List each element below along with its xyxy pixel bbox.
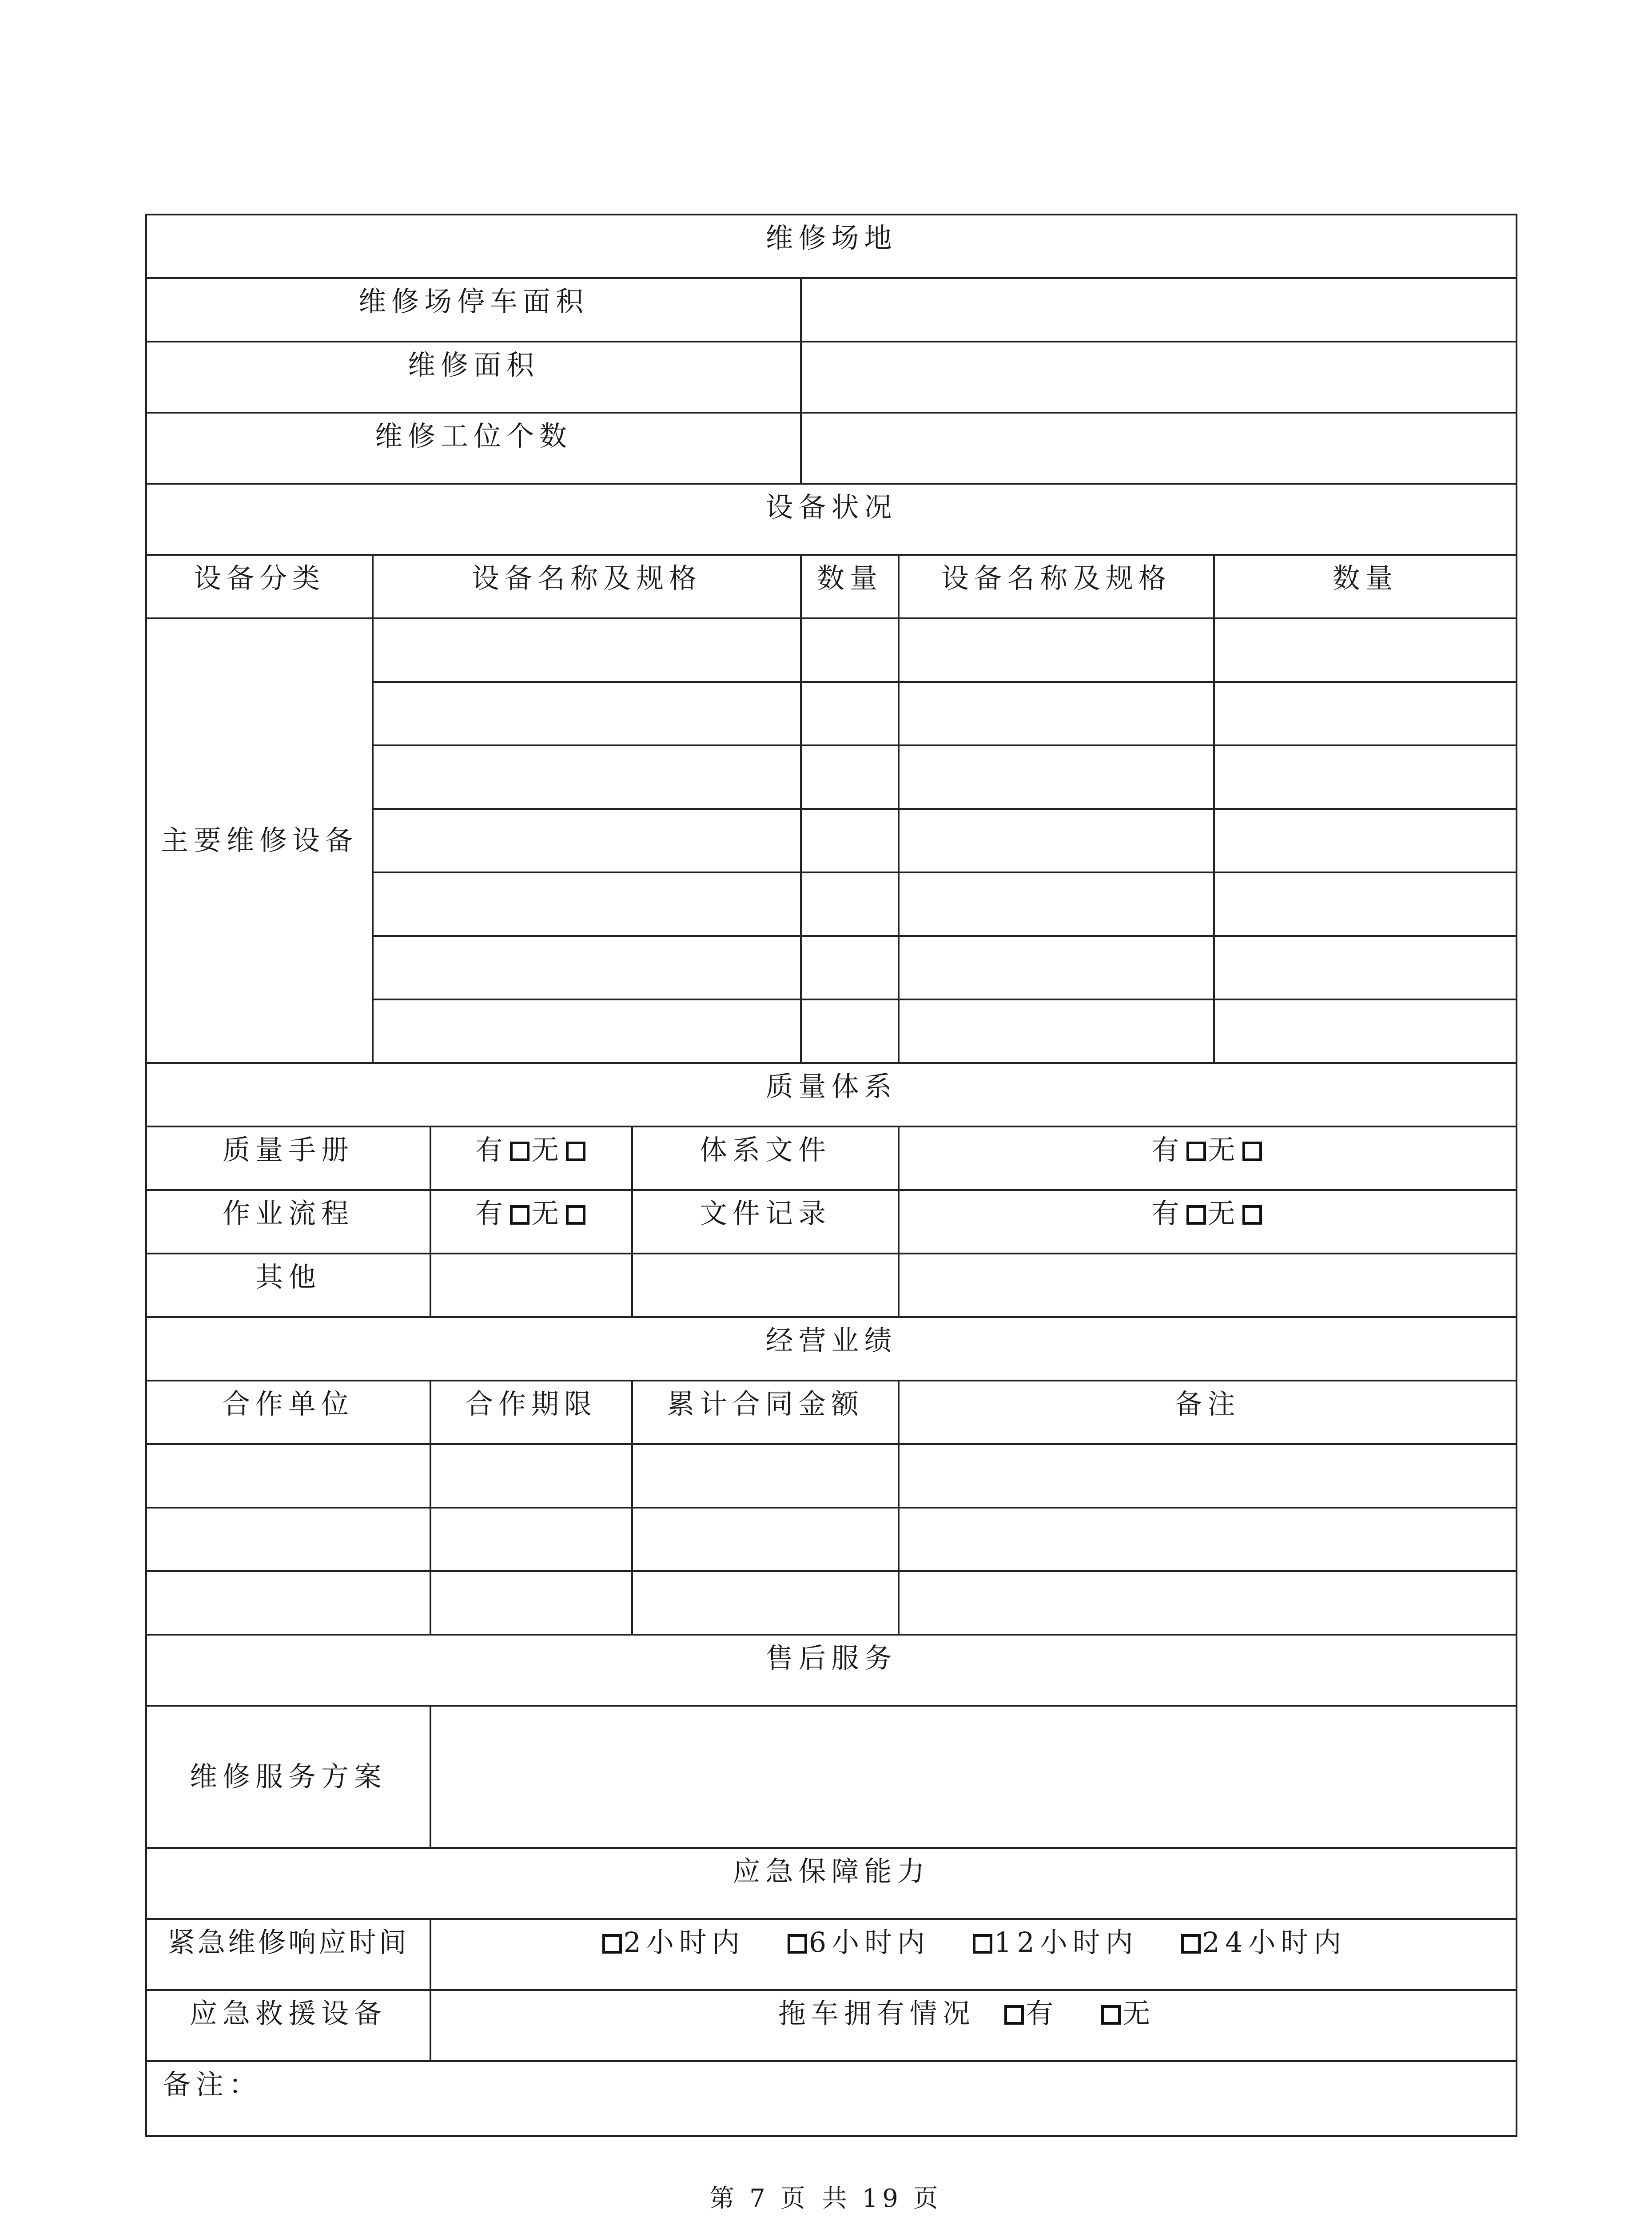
station-count-value[interactable]: [801, 413, 1517, 484]
checkbox[interactable]: [973, 1934, 992, 1954]
checkbox[interactable]: [788, 1934, 807, 1954]
page-total: 19: [862, 2184, 903, 2213]
checkbox[interactable]: [1004, 2005, 1024, 2025]
page-footer: [0, 2179, 1652, 2214]
equipment-name-cell[interactable]: [899, 809, 1214, 872]
col-header-qty-2: 数量: [1214, 555, 1517, 618]
yes-label: 有: [1151, 1134, 1185, 1166]
quality-manual-label: 质量手册: [146, 1126, 430, 1190]
remark-cell[interactable]: [899, 1444, 1517, 1508]
equipment-name-cell[interactable]: [373, 682, 801, 745]
equipment-qty-cell[interactable]: [801, 872, 899, 936]
emergency-section-header: 应急保障能力: [146, 1848, 1517, 1919]
yes-checkbox[interactable]: [510, 1142, 529, 1161]
no-checkbox[interactable]: [1242, 1205, 1262, 1225]
period-cell[interactable]: [430, 1571, 632, 1635]
service-plan-value[interactable]: [430, 1706, 1517, 1848]
no-checkbox[interactable]: [1242, 1142, 1262, 1161]
equipment-name-cell[interactable]: [899, 999, 1214, 1063]
equipment-qty-cell[interactable]: [801, 682, 899, 745]
equipment-qty-cell[interactable]: [801, 809, 899, 872]
col-header-period: 合作期限: [430, 1381, 632, 1444]
equipment-qty-cell[interactable]: [801, 745, 899, 809]
yes-label: 有: [475, 1134, 508, 1166]
service-plan-label: 维修服务方案: [146, 1706, 430, 1848]
equipment-name-cell[interactable]: [373, 936, 801, 999]
tow-no-option[interactable]: [1099, 1997, 1155, 2030]
page-mid: 页 共: [780, 2184, 852, 2213]
equipment-name-cell[interactable]: [899, 872, 1214, 936]
no-label: 无: [531, 1134, 565, 1166]
quality-section-header: 质量体系: [146, 1063, 1517, 1126]
equipment-name-cell[interactable]: [373, 745, 801, 809]
workflow-options: [430, 1190, 632, 1254]
option-label: 无: [1123, 1997, 1156, 2030]
system-docs-options: [899, 1126, 1517, 1190]
col-header-partner: 合作单位: [146, 1381, 430, 1444]
doc-records-label: 文件记录: [632, 1190, 899, 1254]
option-2h[interactable]: [601, 1926, 745, 1959]
equipment-qty-cell[interactable]: [1214, 936, 1517, 999]
equipment-qty-cell[interactable]: [1214, 872, 1517, 936]
yes-label: 有: [1151, 1197, 1185, 1230]
equipment-qty-cell[interactable]: [1214, 999, 1517, 1063]
equipment-name-cell[interactable]: [373, 872, 801, 936]
option-label: 24小时内: [1202, 1926, 1347, 1958]
col-header-amount: 累计合同金额: [632, 1381, 899, 1444]
partner-cell[interactable]: [146, 1444, 430, 1508]
partner-cell[interactable]: [146, 1571, 430, 1635]
equipment-qty-cell[interactable]: [1214, 682, 1517, 745]
col-header-name-spec-2: 设备名称及规格: [899, 555, 1214, 618]
other-label: 其他: [146, 1254, 430, 1317]
equipment-name-cell[interactable]: [373, 999, 801, 1063]
page-prefix: 第: [709, 2184, 739, 2213]
no-label: 无: [531, 1197, 565, 1230]
repair-area-label: 维修面积: [146, 342, 801, 413]
tow-yes-option[interactable]: [1003, 1997, 1059, 2030]
yes-checkbox[interactable]: [510, 1205, 529, 1225]
equipment-qty-cell[interactable]: [801, 999, 899, 1063]
tow-truck-label: 拖车拥有情况: [778, 1997, 975, 2030]
equipment-qty-cell[interactable]: [1214, 809, 1517, 872]
equipment-name-cell[interactable]: [899, 682, 1214, 745]
equipment-section-header: 设备状况: [146, 484, 1517, 555]
main-equipment-label: 主要维修设备: [146, 618, 373, 1063]
system-docs-label: 体系文件: [632, 1126, 899, 1190]
yes-checkbox[interactable]: [1186, 1142, 1206, 1161]
checkbox[interactable]: [1101, 2005, 1121, 2025]
col-header-name-spec-1: 设备名称及规格: [373, 555, 801, 618]
col-header-qty-1: 数量: [801, 555, 899, 618]
col-header-category: 设备分类: [146, 555, 373, 618]
repair-area-value[interactable]: [801, 342, 1517, 413]
equipment-name-cell[interactable]: [373, 809, 801, 872]
period-cell[interactable]: [430, 1508, 632, 1571]
parking-area-label: 维修场停车面积: [146, 278, 801, 342]
checkbox[interactable]: [1181, 1934, 1201, 1954]
yes-label: 有: [475, 1197, 508, 1230]
response-time-label: 紧急维修响应时间: [146, 1919, 430, 1990]
other-value-cell[interactable]: [899, 1254, 1517, 1317]
doc-records-options: [899, 1190, 1517, 1254]
equipment-name-cell[interactable]: [373, 618, 801, 682]
amount-cell[interactable]: [632, 1444, 899, 1508]
option-6h[interactable]: [786, 1926, 930, 1959]
remark-cell[interactable]: [899, 1571, 1517, 1635]
equipment-name-cell[interactable]: [899, 745, 1214, 809]
equipment-name-cell[interactable]: [899, 936, 1214, 999]
checkbox[interactable]: [602, 1934, 622, 1954]
no-label: 无: [1207, 1134, 1241, 1166]
option-label: 2小时内: [623, 1926, 745, 1958]
notes-cell[interactable]: [146, 2061, 1517, 2136]
quality-manual-options: [430, 1126, 632, 1190]
vendor-form-table: [145, 214, 1517, 2137]
rescue-equipment-label: 应急救援设备: [146, 1990, 430, 2061]
other-value-cell[interactable]: [632, 1254, 899, 1317]
parking-area-value[interactable]: [801, 278, 1517, 342]
equipment-qty-cell[interactable]: [801, 936, 899, 999]
option-label: 有: [1026, 1997, 1059, 2030]
workflow-label: 作业流程: [146, 1190, 430, 1254]
amount-cell[interactable]: [632, 1571, 899, 1635]
partner-cell[interactable]: [146, 1508, 430, 1571]
notes-label: 备注：: [163, 2068, 262, 2101]
amount-cell[interactable]: [632, 1508, 899, 1571]
after-sales-section-header: 售后服务: [146, 1635, 1517, 1706]
other-value-cell[interactable]: [430, 1254, 632, 1317]
equipment-qty-cell[interactable]: [801, 618, 899, 682]
equipment-qty-cell[interactable]: [1214, 745, 1517, 809]
site-section-header: 维修场地: [146, 215, 1517, 278]
station-count-label: 维修工位个数: [146, 413, 801, 484]
period-cell[interactable]: [430, 1444, 632, 1508]
page-current: 7: [749, 2184, 770, 2213]
yes-checkbox[interactable]: [1186, 1205, 1206, 1225]
col-header-remark: 备注: [899, 1381, 1517, 1444]
option-label: 12小时内: [994, 1926, 1138, 1958]
option-12h[interactable]: [971, 1926, 1138, 1959]
tow-truck-options: [430, 1990, 1517, 2061]
equipment-qty-cell[interactable]: [1214, 618, 1517, 682]
no-label: 无: [1207, 1197, 1241, 1230]
no-checkbox[interactable]: [566, 1142, 585, 1161]
performance-section-header: 经营业绩: [146, 1317, 1517, 1381]
option-label: 6小时内: [808, 1926, 931, 1958]
no-checkbox[interactable]: [566, 1205, 585, 1225]
response-time-options: [430, 1919, 1517, 1990]
option-24h[interactable]: [1179, 1926, 1347, 1959]
remark-cell[interactable]: [899, 1508, 1517, 1571]
equipment-name-cell[interactable]: [899, 618, 1214, 682]
page-suffix: 页: [913, 2184, 943, 2213]
